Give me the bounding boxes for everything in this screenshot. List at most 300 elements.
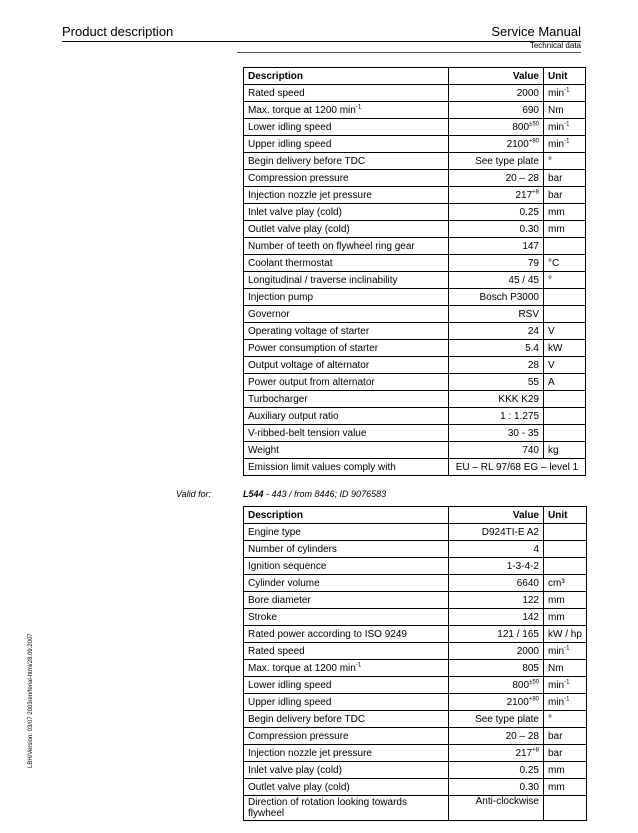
description-text: Stroke [248, 611, 277, 623]
value-cell [449, 170, 544, 187]
unit-text: ° [548, 274, 552, 286]
table-row [244, 85, 586, 102]
table-row [244, 170, 586, 187]
unit-cell [544, 204, 586, 221]
description-text: Coolant thermostat [248, 257, 333, 269]
value-text: D924TI-E A2 [481, 526, 539, 538]
description-text: Engine type [248, 526, 301, 538]
value-cell [449, 745, 544, 762]
table-row [244, 660, 587, 677]
value-text: 800 [512, 121, 530, 133]
value-cell [449, 694, 544, 711]
description-text: Number of cylinders [248, 543, 337, 555]
unit-cell [544, 541, 587, 558]
description-text: Output voltage of alternator [248, 359, 370, 371]
value-text: 0.25 [519, 764, 539, 776]
unit-cell [544, 102, 586, 119]
value-cell [449, 238, 544, 255]
description-text: Begin delivery before TDC [248, 155, 366, 167]
value-text: 79 [527, 257, 539, 269]
unit-text: cm³ [548, 577, 565, 589]
description-cell [244, 238, 449, 255]
unit-cell [544, 745, 587, 762]
value-text: 28 [527, 359, 539, 371]
value-cell [449, 119, 544, 136]
unit-text: bar [548, 747, 563, 759]
value-text: See type plate [475, 155, 539, 167]
table-row [244, 745, 587, 762]
valid-for-text [243, 489, 386, 499]
value-cell [449, 796, 544, 821]
unit-text: Nm [548, 662, 564, 674]
table-row [244, 153, 586, 170]
column-header: Description [244, 68, 449, 85]
table-row [244, 323, 586, 340]
table-row [244, 425, 586, 442]
description-text: Lower idling speed [248, 121, 332, 133]
value-text: 147 [522, 240, 539, 252]
unit-cell [544, 238, 586, 255]
technical-data-table-2 [243, 506, 587, 821]
technical-data-table-1 [243, 67, 586, 476]
unit-cell [544, 221, 586, 238]
value-cell [449, 558, 544, 575]
description-text: Compression pressure [248, 172, 349, 184]
value-cell [449, 289, 544, 306]
unit-text: mm [548, 611, 565, 623]
value-text: 30 - 35 [507, 427, 539, 439]
value-cell [449, 408, 544, 425]
column-header: Value [449, 507, 544, 524]
description-text: V-ribbed-belt tension value [248, 427, 367, 439]
unit-text: V [548, 359, 555, 371]
description-cell [244, 711, 449, 728]
description-cell [244, 677, 449, 694]
value-text: Anti-clockwise [475, 796, 539, 807]
unit-cell [544, 170, 586, 187]
value-cell [449, 204, 544, 221]
description-cell [244, 558, 449, 575]
value-cell [449, 541, 544, 558]
unit-text: min [548, 679, 565, 691]
description-text: Power consumption of starter [248, 342, 379, 354]
description-cell [244, 374, 449, 391]
description-cell [244, 541, 449, 558]
unit-cell [544, 340, 586, 357]
unit-cell [544, 391, 586, 408]
unit-cell [544, 272, 586, 289]
description-cell [244, 306, 449, 323]
description-cell [244, 425, 449, 442]
value-text: 142 [522, 611, 539, 623]
table-row [244, 524, 587, 541]
value-text: 0.30 [519, 223, 539, 235]
unit-text-superscript: -1 [564, 645, 570, 652]
value-cell [449, 357, 544, 374]
unit-cell [544, 524, 587, 541]
unit-cell [544, 136, 586, 153]
unit-cell [544, 306, 586, 323]
unit-cell [544, 442, 586, 459]
table-row [244, 255, 586, 272]
value-cell [449, 728, 544, 745]
value-text: 5.4 [525, 342, 539, 354]
unit-cell [544, 660, 587, 677]
column-header: Unit [544, 507, 587, 524]
description-cell [244, 779, 449, 796]
table-row [244, 391, 586, 408]
unit-text: A [548, 376, 555, 388]
description-text: Operating voltage of starter [248, 325, 370, 337]
description-text: Rated power according to ISO 9249 [248, 628, 407, 640]
unit-cell [544, 85, 586, 102]
table-row [244, 575, 587, 592]
description-cell [244, 85, 449, 102]
value-text: 55 [527, 376, 539, 388]
table-row [244, 102, 586, 119]
table-row [244, 408, 586, 425]
value-text: 800 [512, 679, 530, 691]
value-cell [449, 374, 544, 391]
unit-cell [544, 187, 586, 204]
unit-text: mm [548, 223, 565, 235]
column-header: Unit [544, 68, 586, 85]
value-text: 4 [533, 543, 539, 555]
value-text: 740 [522, 444, 539, 456]
description-text: Inlet valve play (cold) [248, 764, 342, 776]
value-cell [449, 391, 544, 408]
description-text: Turbocharger [248, 393, 308, 405]
value-cell [449, 102, 544, 119]
header-divider [62, 41, 581, 42]
value-cell [449, 85, 544, 102]
description-text-superscript: -1 [355, 662, 362, 669]
description-cell [244, 323, 449, 340]
unit-cell [544, 643, 587, 660]
description-cell [244, 170, 449, 187]
unit-text: min [548, 645, 565, 657]
description-text: Compression pressure [248, 730, 349, 742]
description-text: Max. torque at 1200 min [248, 662, 356, 674]
description-text: Weight [248, 444, 279, 456]
description-cell [244, 796, 449, 821]
unit-cell [544, 289, 586, 306]
unit-text: mm [548, 781, 565, 793]
unit-cell [544, 153, 586, 170]
description-cell [244, 609, 449, 626]
unit-cell [544, 255, 586, 272]
unit-cell [544, 728, 587, 745]
description-cell [244, 643, 449, 660]
unit-text: min [548, 87, 565, 99]
description-text: Rated speed [248, 87, 305, 99]
table-row [244, 238, 586, 255]
value-cell [449, 677, 544, 694]
description-text: Bore diameter [248, 594, 311, 606]
value-cell [449, 340, 544, 357]
valid-for-model: L544 [243, 489, 264, 499]
value-text: 0.25 [519, 206, 539, 218]
description-cell [244, 204, 449, 221]
table-row [244, 459, 586, 476]
description-text: Cylinder volume [248, 577, 320, 589]
description-text: Max. torque at 1200 min [248, 104, 356, 116]
value-cell [449, 660, 544, 677]
description-text: Injection nozzle jet pressure [248, 747, 372, 759]
unit-text: mm [548, 764, 565, 776]
description-cell [244, 357, 449, 374]
value-cell [449, 221, 544, 238]
table-row [244, 728, 587, 745]
description-text: Ignition sequence [248, 560, 327, 572]
table-row [244, 626, 587, 643]
value-cell [449, 575, 544, 592]
description-cell [244, 745, 449, 762]
value-cell [449, 609, 544, 626]
description-text: Rated speed [248, 645, 305, 657]
unit-text: bar [548, 189, 563, 201]
value-text: 20 – 28 [505, 730, 539, 742]
unit-cell [544, 762, 587, 779]
description-cell [244, 728, 449, 745]
value-text: 6640 [516, 577, 539, 589]
value-text-superscript: +8 [532, 747, 539, 754]
description-text: Direction of rotation looking towards flywheel [248, 797, 407, 819]
value-cell [449, 136, 544, 153]
value-text-superscript: +8 [532, 189, 539, 196]
value-cell [449, 626, 544, 643]
description-text: Power output from alternator [248, 376, 375, 388]
value-text: RSV [518, 308, 539, 320]
value-cell [449, 255, 544, 272]
value-cell [449, 442, 544, 459]
table-row [244, 558, 587, 575]
value-text: 690 [522, 104, 539, 116]
description-text: Governor [248, 308, 290, 320]
value-text: 2000 [516, 87, 539, 99]
value-cell [449, 272, 544, 289]
unit-text: V [548, 325, 555, 337]
table-row [244, 289, 586, 306]
value-text: 805 [522, 662, 539, 674]
description-cell [244, 660, 449, 677]
value-text-superscript: +80 [528, 138, 539, 145]
value-text: 0.30 [519, 781, 539, 793]
table-row [244, 609, 587, 626]
description-text: Begin delivery before TDC [248, 713, 366, 725]
description-cell [244, 136, 449, 153]
description-text: Injection nozzle jet pressure [248, 189, 372, 201]
table-row [244, 374, 586, 391]
value-cell [449, 711, 544, 728]
unit-cell [544, 575, 587, 592]
description-cell [244, 340, 449, 357]
table-row [244, 541, 587, 558]
document-version-note: LBH/Version: 03/07 2003/en/ferial-html/28.09.2007 [28, 633, 34, 768]
description-cell [244, 626, 449, 643]
description-cell [244, 153, 449, 170]
column-header: Value [449, 68, 544, 85]
description-text: Upper idling speed [248, 138, 332, 150]
unit-text: ° [548, 713, 552, 725]
unit-cell [544, 779, 587, 796]
table-row [244, 306, 586, 323]
value-cell [449, 643, 544, 660]
value-text: 20 – 28 [505, 172, 539, 184]
table-row [244, 187, 586, 204]
value-text: Bosch P3000 [479, 291, 539, 303]
description-text-superscript: -1 [355, 104, 362, 111]
unit-cell [544, 558, 587, 575]
table-row [244, 762, 587, 779]
value-text-superscript: +80 [528, 696, 539, 703]
description-cell [244, 592, 449, 609]
value-text: 2100 [506, 696, 529, 708]
valid-for-label: Valid for: [176, 489, 212, 499]
description-cell [244, 119, 449, 136]
description-text: Injection pump [248, 291, 314, 303]
value-text-superscript: ±50 [529, 679, 539, 686]
value-cell [449, 306, 544, 323]
table-row [244, 779, 587, 796]
description-text: Longitudinal / traverse inclinability [248, 274, 398, 286]
description-cell [244, 289, 449, 306]
unit-text: mm [548, 206, 565, 218]
description-cell [244, 102, 449, 119]
unit-cell [544, 609, 587, 626]
subsection-title: Technical data [529, 41, 581, 50]
table-row [244, 796, 587, 821]
table-row [244, 711, 587, 728]
value-text: 2100 [506, 138, 529, 150]
table-row [244, 204, 586, 221]
description-cell [244, 442, 449, 459]
table-row [244, 136, 586, 153]
subheader-divider [237, 52, 581, 53]
description-cell [244, 762, 449, 779]
unit-cell [544, 796, 587, 821]
description-cell [244, 694, 449, 711]
unit-text: mm [548, 594, 565, 606]
description-cell [244, 272, 449, 289]
table-row [244, 677, 587, 694]
unit-text: bar [548, 730, 563, 742]
value-text: 217 [515, 189, 533, 201]
value-text: See type plate [475, 713, 539, 725]
unit-cell [544, 711, 587, 728]
description-cell [244, 575, 449, 592]
description-text: Upper idling speed [248, 696, 332, 708]
unit-text-superscript: -1 [564, 121, 570, 128]
value-text: 1 : 1.275 [500, 410, 539, 422]
unit-cell [544, 408, 586, 425]
description-text: Auxiliary output ratio [248, 410, 339, 422]
manual-title: Service Manual [491, 24, 581, 39]
valid-for-details: - 443 / from 8446; ID 9076583 [263, 489, 387, 499]
unit-text-superscript: -1 [564, 679, 570, 686]
section-title: Product description [62, 24, 174, 39]
description-cell [244, 391, 449, 408]
unit-cell [544, 119, 586, 136]
value-text-superscript: ±50 [529, 121, 539, 128]
value-text: 121 / 165 [497, 628, 539, 640]
table-row [244, 643, 587, 660]
description-text: Number of teeth on flywheel ring gear [248, 240, 415, 252]
description-cell [244, 221, 449, 238]
column-header: Description [244, 507, 449, 524]
description-text: Outlet valve play (cold) [248, 223, 350, 235]
unit-text: kg [548, 444, 559, 456]
description-text: Lower idling speed [248, 679, 332, 691]
value-text: 217 [515, 747, 533, 759]
value-cell [449, 762, 544, 779]
unit-text: kW / hp [548, 628, 582, 640]
description-cell [244, 459, 449, 476]
unit-cell [544, 626, 587, 643]
description-text: Inlet valve play (cold) [248, 206, 342, 218]
unit-text: °C [548, 257, 560, 269]
unit-cell [544, 357, 586, 374]
unit-text: bar [548, 172, 563, 184]
value-text: 45 / 45 [508, 274, 539, 286]
unit-text: min [548, 121, 565, 133]
value-cell [449, 779, 544, 796]
value-cell [449, 323, 544, 340]
unit-text-superscript: -1 [564, 696, 570, 703]
table-row [244, 357, 586, 374]
table-row [244, 272, 586, 289]
value-text: 1-3-4-2 [506, 560, 539, 572]
description-text: Emission limit values comply with [248, 461, 396, 473]
table-row [244, 694, 587, 711]
unit-cell [544, 323, 586, 340]
table-row [244, 221, 586, 238]
value-cell [449, 187, 544, 204]
description-cell [244, 255, 449, 272]
value-cell [449, 459, 586, 476]
value-text: 122 [522, 594, 539, 606]
value-cell [449, 524, 544, 541]
description-text: Outlet valve play (cold) [248, 781, 350, 793]
value-text: 24 [527, 325, 539, 337]
unit-cell [544, 592, 587, 609]
table-header-row [244, 507, 587, 524]
unit-cell [544, 374, 586, 391]
description-cell [244, 408, 449, 425]
unit-text: Nm [548, 104, 564, 116]
table-header-row [244, 68, 586, 85]
unit-cell [544, 425, 586, 442]
table-row [244, 119, 586, 136]
unit-text: min [548, 138, 565, 150]
unit-text: min [548, 696, 565, 708]
table-row [244, 340, 586, 357]
unit-text-superscript: -1 [564, 87, 570, 94]
table-row [244, 592, 587, 609]
table-row [244, 442, 586, 459]
unit-text: ° [548, 155, 552, 167]
unit-text-superscript: -1 [564, 138, 570, 145]
unit-cell [544, 677, 587, 694]
description-cell [244, 524, 449, 541]
value-text: 2000 [516, 645, 539, 657]
unit-text: kW [548, 342, 563, 354]
value-text: KKK K29 [498, 393, 539, 405]
description-cell [244, 187, 449, 204]
value-cell [449, 153, 544, 170]
unit-cell [544, 694, 587, 711]
value-cell [449, 592, 544, 609]
